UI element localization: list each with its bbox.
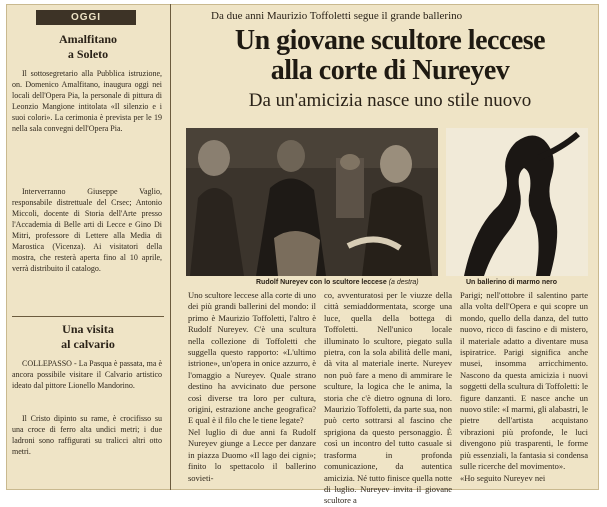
photo1-caption	[256, 279, 419, 286]
article2-paragraph1: COLLEPASSO - La Pasqua è passata, ma è ancora possibile visitare il Calvario artistico ideato dal pittore Lionello Mandorino.	[12, 359, 162, 390]
article1-title-line1: Amalfitano	[59, 32, 117, 46]
article1-title-line2: a Soleto	[67, 47, 109, 61]
article-column-1: Uno scultore leccese alla corte di uno dei più grandi ballerini del mondo: il primo è Maurizio Toffoletti, l'altro è Rudolf Nureyev. C'è una scultura nella collezione di Toffoletti che suggella questo rapporto: «L'ultimo istrione», un'opera in onice azzurro, è l'omaggio a Nureyev. Quale strano destino ha avvicinato due persone così diverse tra loro per cultura, origini, estrazione anche geografica? E qual è il filo che le tiene legate? Nel luglio di due anni fa Rudolf Nureyev giunge a Lecce per danzare in piazza Duomo «Il lago dei cigni»; finito lo spettacolo il ballerino sovieti-	[188, 290, 316, 483]
marble-dancer-photo	[446, 128, 588, 276]
section-label: OGGI	[36, 10, 136, 25]
article-column-3: Parigi; nell'ottobre il salentino parte alla volta dell'Opera e qui scopre un mondo, quello della danza, del tutto nuovo, ricco di fascino e di mistero, il materiale adatto a diventare musa ispiratrice. Parigi significa anche musei, insomma arricchimento. Nascono da questa amicizia i nuovi soggetti della scultura di Toffoletti: le figure danzanti. E nasce anche un nuovo stile: «I marmi, gli alabastri, le pietre dell'artista acquistano vibrazioni più profonde, le luci divengono più trasparenti, le forme più essenziali, la fantasia si condensa sulle ricerche del movimento». «Ho seguito Nureyev nei	[460, 290, 588, 483]
article2-paragraph2: Il Cristo dipinto su rame, è crocifisso su una croce di ferro alta undici metri; i due ladroni sono raffigurati su tralicci altri otto metri.	[12, 414, 162, 456]
article2-title-line2: al calvario	[61, 337, 115, 351]
sidebar-divider	[12, 316, 164, 317]
article2-title-line1: Una visita	[62, 322, 114, 336]
article1-paragraph2: Interverranno Giuseppe Vaglio, responsabile distrettuale del Crsec; Antonio Miccoli, docente di Storia dell'Arte presso l'Accademia di Belle arti di Lecce e Gino Di Mitri, professore di Lettere alla Media di Marostica (Vicenza). Ai visitatori della mostra, che resterà aperta fino al 10 aprile, verrà distribuito il catalogo.	[12, 187, 162, 273]
photo2-caption: Un ballerino di marmo nero	[466, 279, 558, 286]
nureyev-photo	[186, 128, 438, 276]
headline-line2: alla corte di Nureyev	[270, 55, 510, 86]
article-kicker: Da due anni Maurizio Toffoletti segue il grande ballerino	[211, 10, 463, 22]
article1-paragraph1: Il sottosegretario alla Pubblica istruzione, on. Domenico Amalfitano, inaugura oggi nei locali dell'Opera Pia, la personale di pittura di Leonzio Mangione intitolata «Il silenzio e i suoi colori». La cerimonia è prevista per le 19 nella sala convegni dell'Opera Pia.	[12, 69, 162, 133]
headline-line1: Un giovane scultore leccese	[234, 25, 546, 56]
nureyev-photo-image	[186, 128, 438, 276]
photo1-caption-note: (a destra)	[388, 279, 419, 286]
article-subhead: Da un'amicizia nasce uno stile nuovo	[248, 90, 532, 111]
article-headline	[186, 26, 594, 86]
article-column-2: co, avventuratosi per le viuzze della città semiaddormentata, scorge una luce, quella della bottega di Toffoletti. Nell'unico locale illuminato lo scultore, piegato sulla pietra, con la sola abilità delle mani, dà vita al materiale inerte. Nureyev non può fare a meno di ammirare le sculture, la logica che le anima, la storia che c'è dietro ognuna di loro. Maurizio Toffoletti, da parte sua, non può certo sottrarsi al fascino che sprigiona da questo personaggio. È così un incontro del tutto casuale si trasforma in profonda comunicazione, da autentica amicizia. Né tutto finisce quella notte di luglio. Nureyev invita il giovane scultore a	[324, 290, 452, 506]
marble-dancer-image	[446, 128, 588, 276]
photo1-caption-text: Rudolf Nureyev con lo scultore leccese	[256, 279, 387, 286]
newspaper-clipping	[6, 4, 599, 506]
sidebar-column	[6, 4, 171, 490]
